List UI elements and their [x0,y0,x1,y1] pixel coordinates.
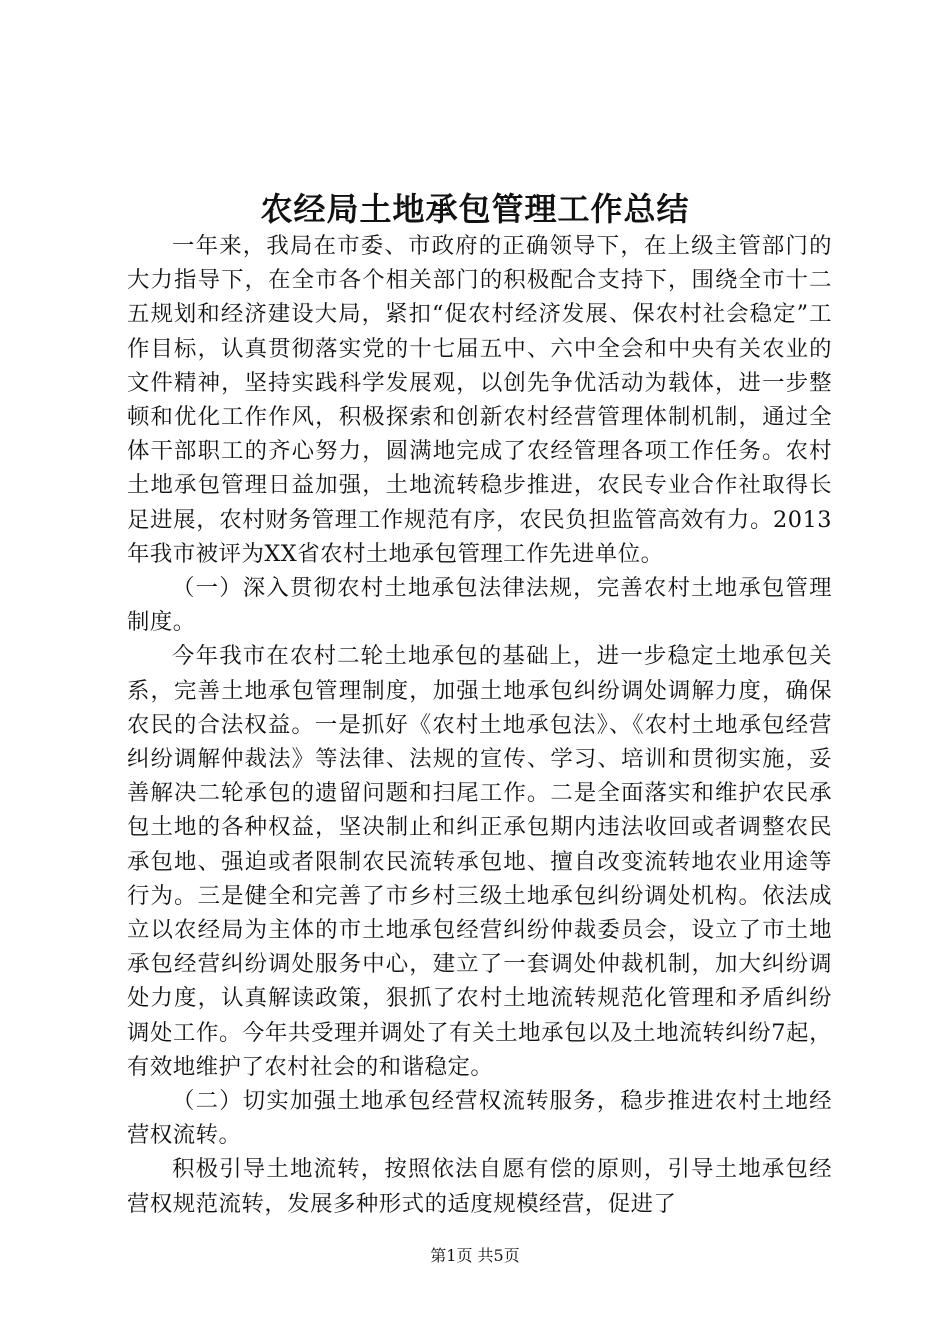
paragraph-section-2: 积极引导土地流转，按照依法自愿有偿的原则，引导土地承包经营权规范流转，发展多种形式的适度规模经营，促进了 [127,1156,832,1217]
document-title: 农经局土地承包管理工作总结 [260,190,690,228]
document-body [127,229,832,1221]
paragraph-section-1: 今年我市在农村二轮土地承包的基础上，进一步稳定土地承包关系，完善土地承包管理制度，加强土地承包纠纷调处调解力度，确保农民的合法权益。一是抓好《农村土地承包法》、《农村土地承包经营纠纷调解仲裁法》等法律、法规的宣传、学习、培训和贯彻实施，妥善解决二轮承包的遗留问题和扫尾工作。二是全面落实和维护农民承包土地的各种权益，坚决制止和纠正承包期内违法收回或者调整农民承包地、强迫或者限制农民流转承包地、擅自改变流转地农业用途等行为。三是健全和完善了市乡村三级土地承包纠纷调处机构。依法成立以农经局为主体的市土地承包经营纠纷仲裁委员会，设立了市土地承包经营纠纷调处服务中心，建立了一套调处仲裁机制，加大纠纷调处力度，认真解读政策，狠抓了农村土地流转规范化管理和矛盾纠纷调处工作。今年共受理并调处了有关土地承包以及土地流转纠纷7起，有效地维护了农村社会的和谐稳定。 [127,643,832,1080]
section-heading-2: （二）切实加强土地承包经营权流转服务，稳步推进农村土地经营权流转。 [127,1088,832,1149]
paragraph-intro: 一年来，我局在市委、市政府的正确领导下，在上级主管部门的大力指导下，在全市各个相关部门的积极配合支持下，围绕全市十二五规划和经济建设大局，紧扣“促农村经济发展、保农村社会稳定”工作目标，认真贯彻落实党的十七届五中、六中全会和中央有关农业的文件精神，坚持实践科学发展观，以创先争优活动为载体，进一步整顿和优化工作作风，积极探索和创新农村经营管理体制机制，通过全体干部职工的齐心努力，圆满地完成了农经管理各项工作任务。农村土地承包管理日益加强，土地流转稳步推进，农民专业合作社取得长足进展，农村财务管理工作规范有序，农民负担监管高效有力。2013年我市被评为XX省农村土地承包管理工作先进单位。 [127,233,832,567]
section-heading-1: （一）深入贯彻农村土地承包法律法规，完善农村土地承包管理制度。 [127,575,832,636]
page-footer: 第1页 共5页 [430,1246,520,1265]
